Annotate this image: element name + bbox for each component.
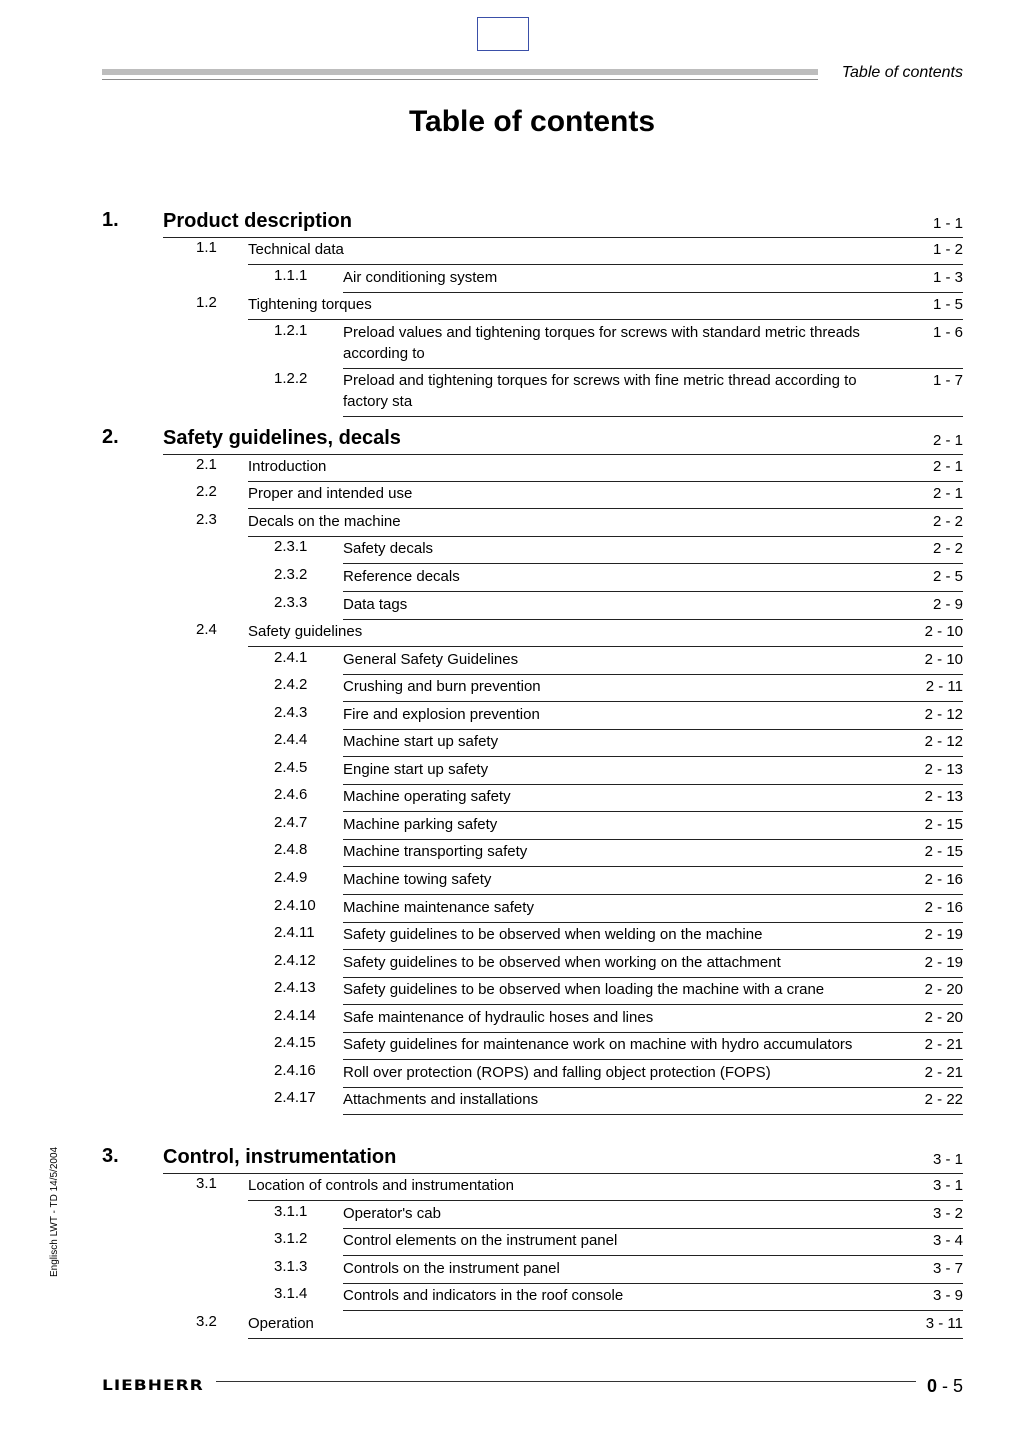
toc-entry-number: 2.4.5 bbox=[274, 759, 308, 776]
toc-entry-title[interactable]: Safe maintenance of hydraulic hoses and lines bbox=[343, 1009, 654, 1026]
toc-entry-number: 2.4.10 bbox=[274, 897, 316, 914]
toc-entry-page: 2 - 10 bbox=[924, 651, 963, 668]
toc-entry-page: 2 - 2 bbox=[932, 540, 963, 557]
toc-entry-body bbox=[248, 483, 963, 509]
toc-entry-title[interactable]: Crushing and burn prevention bbox=[343, 678, 541, 695]
toc-entry-body bbox=[343, 1007, 963, 1033]
toc-entry-page: 2 - 2 bbox=[932, 513, 963, 530]
toc-entry-title[interactable]: Preload values and tightening torques for screws with standard metric threads according to bbox=[343, 324, 860, 362]
toc-entry-body bbox=[343, 267, 963, 293]
toc-entry-page: 2 - 13 bbox=[924, 761, 963, 778]
toc-entry-title[interactable]: Machine parking safety bbox=[343, 816, 498, 833]
toc-entry-number: 2.4.3 bbox=[274, 704, 308, 721]
toc-entry-number: 2.4.14 bbox=[274, 1007, 316, 1024]
toc-entry-title[interactable]: Operator's cab bbox=[343, 1205, 441, 1222]
toc-entry-body bbox=[163, 1145, 963, 1174]
toc-entry-title[interactable]: Roll over protection (ROPS) and falling object protection (FOPS) bbox=[343, 1064, 771, 1081]
toc-entry-number: 2.4.4 bbox=[274, 731, 308, 748]
toc-entry-page: 1 - 6 bbox=[932, 324, 963, 341]
toc-entry-body bbox=[343, 1230, 963, 1256]
toc-entry-number: 2.4.17 bbox=[274, 1089, 316, 1106]
toc-entry-title[interactable]: Safety guidelines to be observed when working on the attachment bbox=[343, 954, 781, 971]
toc-entry-number: 2.4.12 bbox=[274, 952, 316, 969]
toc-entry-page: 3 - 9 bbox=[932, 1287, 963, 1304]
toc-entry-body bbox=[163, 209, 963, 238]
toc-entry-page: 2 - 1 bbox=[932, 432, 963, 449]
toc-entry-page: 2 - 9 bbox=[932, 596, 963, 613]
toc-entry-number: 1. bbox=[102, 209, 119, 231]
toc-entry-page: 2 - 10 bbox=[924, 623, 963, 640]
toc-entry-page: 2 - 19 bbox=[924, 954, 963, 971]
page-number bbox=[927, 1376, 963, 1397]
toc-entry-title[interactable]: Safety guidelines, decals bbox=[163, 427, 401, 449]
toc-entry-page: 2 - 20 bbox=[924, 981, 963, 998]
toc-entry-page: 1 - 5 bbox=[932, 296, 963, 313]
toc-entry-body bbox=[343, 924, 963, 950]
toc-entry-body bbox=[343, 814, 963, 840]
toc-entry-number: 1.1.1 bbox=[274, 267, 308, 284]
toc-entry-page: 1 - 2 bbox=[932, 241, 963, 258]
toc-entry-page: 2 - 11 bbox=[925, 678, 963, 695]
liebherr-logo: LIEBHERR bbox=[102, 1377, 204, 1394]
toc-entry-page: 2 - 1 bbox=[932, 485, 963, 502]
toc-entry-number: 2.3 bbox=[196, 511, 217, 528]
toc-entry-title[interactable]: Safety guidelines to be observed when loading the machine with a crane bbox=[343, 981, 825, 998]
toc-entry-body bbox=[343, 1089, 963, 1115]
toc-entry-body bbox=[343, 1258, 963, 1284]
toc-entry-page: 2 - 5 bbox=[932, 568, 963, 585]
toc-entry-title[interactable]: Proper and intended use bbox=[248, 485, 413, 502]
toc-entry-title[interactable]: Air conditioning system bbox=[343, 269, 498, 286]
toc-entry-body bbox=[248, 456, 963, 482]
toc-entry-body bbox=[343, 1203, 963, 1229]
toc-entry-title[interactable]: Data tags bbox=[343, 596, 408, 613]
toc-entry-body bbox=[343, 786, 963, 812]
footer-rule bbox=[216, 1381, 916, 1382]
toc-entry-body bbox=[248, 294, 963, 320]
toc-entry-number: 2.4.11 bbox=[274, 924, 315, 941]
toc-entry-number: 2.3.2 bbox=[274, 566, 308, 583]
toc-entry-page: 2 - 15 bbox=[924, 816, 963, 833]
toc-entry-page: 3 - 4 bbox=[932, 1232, 963, 1249]
toc-entry-body bbox=[343, 731, 963, 757]
toc-entry-body bbox=[248, 1313, 963, 1339]
toc-entry-body bbox=[343, 594, 963, 620]
toc-entry-body bbox=[343, 566, 963, 592]
toc-entry-body bbox=[163, 426, 963, 455]
toc-entry-body bbox=[248, 1175, 963, 1201]
toc-entry-body bbox=[248, 511, 963, 537]
toc-entry-title[interactable]: Reference decals bbox=[343, 568, 460, 585]
toc-entry-page: 2 - 12 bbox=[924, 733, 963, 750]
toc-entry-number: 2.4.8 bbox=[274, 841, 308, 858]
toc-entry-page: 2 - 19 bbox=[924, 926, 963, 943]
toc-entry-number: 2.4.2 bbox=[274, 676, 308, 693]
toc-entry-page: 3 - 11 bbox=[925, 1315, 963, 1332]
toc-entry-page: 2 - 21 bbox=[924, 1064, 963, 1081]
toc-entry-body bbox=[248, 239, 963, 265]
toc-entry-number: 3.1.3 bbox=[274, 1258, 308, 1275]
toc-entry-page: 2 - 16 bbox=[924, 899, 963, 916]
toc-entry-page: 1 - 7 bbox=[932, 372, 963, 389]
toc-entry-title[interactable]: Decals on the machine bbox=[248, 513, 401, 530]
toc-entry-number: 3.1.4 bbox=[274, 1285, 308, 1302]
toc-entry-body bbox=[343, 759, 963, 785]
toc-entry-title[interactable]: Safety guidelines bbox=[248, 623, 363, 640]
toc-entry-title[interactable]: Attachments and installations bbox=[343, 1091, 539, 1108]
toc-entry-title[interactable]: Machine start up safety bbox=[343, 733, 499, 750]
toc-entry-title[interactable]: Operation bbox=[248, 1315, 314, 1332]
toc-entry-body bbox=[343, 1062, 963, 1088]
toc-entry-page: 2 - 1 bbox=[932, 458, 963, 475]
toc-entry-title[interactable]: Location of controls and instrumentation bbox=[248, 1177, 514, 1194]
toc-entry-number: 1.2.2 bbox=[274, 370, 308, 387]
toc-entry-title[interactable]: Controls and indicators in the roof console bbox=[343, 1287, 624, 1304]
toc-entry-page: 3 - 1 bbox=[932, 1177, 963, 1194]
toc-entry-title[interactable]: Tightening torques bbox=[248, 296, 372, 313]
toc-entry-number: 2.4.7 bbox=[274, 814, 308, 831]
toc-entry-number: 1.1 bbox=[196, 239, 217, 256]
toc-entry-body bbox=[343, 370, 963, 417]
toc-entry-number: 2. bbox=[102, 426, 119, 448]
toc-entry-title[interactable]: General Safety Guidelines bbox=[343, 651, 519, 668]
toc-entry-title[interactable]: Machine operating safety bbox=[343, 788, 511, 805]
toc-entry-title[interactable]: Safety guidelines for maintenance work on machine with hydro accumulators bbox=[343, 1036, 853, 1053]
page-title: Table of contents bbox=[408, 105, 656, 138]
toc-entry-title[interactable]: Fire and explosion prevention bbox=[343, 706, 540, 723]
toc-entry-page: 3 - 1 bbox=[932, 1151, 963, 1168]
toc-entry-body bbox=[343, 649, 963, 675]
top-marker-box bbox=[477, 17, 529, 51]
toc-entry-title[interactable]: Machine towing safety bbox=[343, 871, 492, 888]
toc-entry-page: 2 - 12 bbox=[924, 706, 963, 723]
toc-entry-body bbox=[343, 952, 963, 978]
toc-entry-number: 3.1.1 bbox=[274, 1203, 308, 1220]
side-note: Englisch LWT - TD 14/5/2004 bbox=[49, 1146, 60, 1277]
toc-entry-number: 3.1.2 bbox=[274, 1230, 308, 1247]
toc-entry-number: 1.2.1 bbox=[274, 322, 308, 339]
toc-entry-page: 2 - 21 bbox=[924, 1036, 963, 1053]
toc-entry-page: 2 - 22 bbox=[924, 1091, 963, 1108]
page-suffix: - 5 bbox=[936, 1376, 963, 1396]
toc-entry-title[interactable]: Control elements on the instrument panel bbox=[343, 1232, 618, 1249]
toc-entry-number: 2.3.1 bbox=[274, 538, 308, 555]
toc-entry-page: 1 - 3 bbox=[932, 269, 963, 286]
toc-entry-title[interactable]: Introduction bbox=[248, 458, 327, 475]
toc-entry-title[interactable]: Engine start up safety bbox=[343, 761, 489, 778]
toc-entry-title[interactable]: Safety guidelines to be observed when welding on the machine bbox=[343, 926, 763, 943]
toc-entry-body bbox=[343, 676, 963, 702]
toc-entry-number: 2.4 bbox=[196, 621, 217, 638]
toc-entry-number: 3.1 bbox=[196, 1175, 217, 1192]
header-rule bbox=[102, 79, 818, 80]
toc-entry-body bbox=[343, 841, 963, 867]
toc-entry-body bbox=[343, 1034, 963, 1060]
toc-entry-body bbox=[343, 1285, 963, 1311]
toc-entry-body bbox=[343, 869, 963, 895]
toc-entry-page: 2 - 20 bbox=[924, 1009, 963, 1026]
toc-entry-page: 3 - 7 bbox=[932, 1260, 963, 1277]
toc-entry-body bbox=[343, 538, 963, 564]
toc-entry-number: 2.4.1 bbox=[274, 649, 308, 666]
toc-entry-number: 2.4.6 bbox=[274, 786, 308, 803]
toc-entry-number: 2.2 bbox=[196, 483, 217, 500]
toc-entry-body bbox=[343, 979, 963, 1005]
toc-entry-number: 2.4.15 bbox=[274, 1034, 316, 1051]
toc-entry-title[interactable]: Machine maintenance safety bbox=[343, 899, 534, 916]
toc-entry-number: 1.2 bbox=[196, 294, 217, 311]
toc-entry-body bbox=[343, 704, 963, 730]
toc-entry-body bbox=[343, 322, 963, 369]
toc-entry-number: 2.3.3 bbox=[274, 594, 308, 611]
toc-entry-title[interactable]: Product description bbox=[163, 210, 352, 232]
toc-entry-body bbox=[343, 897, 963, 923]
toc-entry-page: 2 - 13 bbox=[924, 788, 963, 805]
toc-entry-title[interactable]: Machine transporting safety bbox=[343, 843, 528, 860]
header-bar bbox=[102, 69, 818, 75]
toc-entry-number: 3.2 bbox=[196, 1313, 217, 1330]
toc-entry-title[interactable]: Technical data bbox=[248, 241, 344, 258]
toc-entry-title[interactable]: Safety decals bbox=[343, 540, 434, 557]
toc-entry-title[interactable]: Preload and tightening torques for screws with fine metric thread according to factory sta bbox=[343, 372, 857, 410]
toc-entry-number: 2.1 bbox=[196, 456, 217, 473]
toc-entry-number: 2.4.9 bbox=[274, 869, 308, 886]
toc-entry-title[interactable]: Controls on the instrument panel bbox=[343, 1260, 560, 1277]
toc-entry-page: 2 - 15 bbox=[924, 843, 963, 860]
toc-entry-page: 3 - 2 bbox=[932, 1205, 963, 1222]
toc-entry-number: 2.4.13 bbox=[274, 979, 316, 996]
chapter-number: 0 bbox=[926, 1376, 937, 1396]
toc-entry-body bbox=[248, 621, 963, 647]
toc-entry-page: 1 - 1 bbox=[932, 215, 963, 232]
toc-entry-number: 3. bbox=[102, 1145, 119, 1167]
toc-entry-title[interactable]: Control, instrumentation bbox=[163, 1146, 397, 1168]
running-head: Table of contents bbox=[841, 64, 963, 81]
toc-entry-page: 2 - 16 bbox=[924, 871, 963, 888]
toc-entry-number: 2.4.16 bbox=[274, 1062, 316, 1079]
